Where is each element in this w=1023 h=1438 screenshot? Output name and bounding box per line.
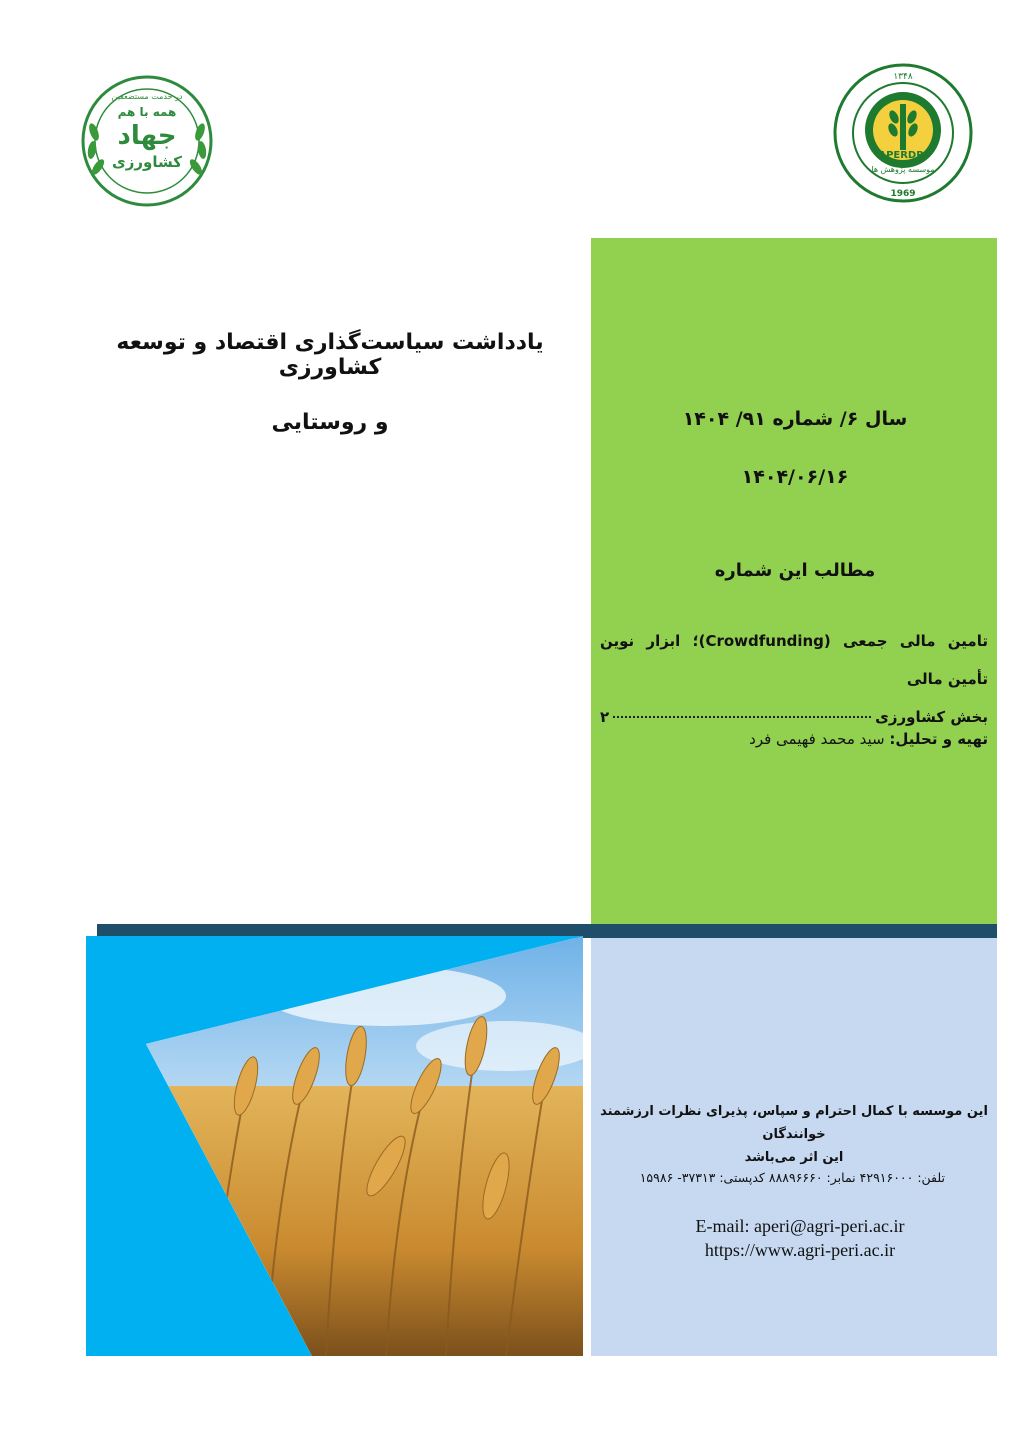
article-title: تامین مالی جمعی (Crowdfunding)؛ ابزار نوین تأمین مالی [600, 632, 988, 688]
author-credit [600, 730, 988, 748]
wheat-field-image [86, 936, 586, 1358]
title-line-1: یادداشت سیاست‌گذاری اقتصاد و توسعه کشاورزی [116, 330, 544, 380]
courtesy-line-1: این موسسه با کمال احترام و سپاس، پذیرای نظرات ارزشمند خوانندگان [600, 1104, 988, 1142]
svg-text:1969: 1969 [890, 189, 916, 199]
svg-text:همه با هم: همه با هم [117, 105, 177, 119]
issue-date: ۱۴۰۴/۰۶/۱۶ [741, 466, 849, 488]
article-subtitle: بخش کشاورزی [875, 708, 988, 726]
issue-info-panel [591, 238, 997, 924]
jahad-keshavarzi-logo [78, 72, 216, 210]
svg-text:در خدمت مستضعفین: در خدمت مستضعفین [111, 92, 183, 101]
toc-leader-dots [613, 716, 871, 718]
svg-text:موسسه پژوهش ها: موسسه پژوهش ها [871, 165, 935, 174]
aperdri-logo [832, 62, 974, 204]
website-link[interactable]: https://www.agri-peri.ac.ir [704, 1240, 896, 1260]
svg-text:۱۳۴۸: ۱۳۴۸ [893, 72, 913, 82]
title-line-2: و روستایی [271, 410, 389, 435]
svg-text:کشاورزی: کشاورزی [112, 153, 182, 171]
svg-text:جهاد: جهاد [117, 121, 177, 151]
author-label: تهیه و تحلیل: [889, 730, 988, 748]
toc-entry [600, 622, 988, 736]
email-address[interactable]: E-mail: aperi@agri-peri.ac.ir [695, 1216, 905, 1236]
article-page-number: ۲ [600, 708, 610, 726]
courtesy-line-2: این اثر می‌باشد [744, 1150, 844, 1165]
issue-number: سال ۶/ شماره ۹۱/ ۱۴۰۴ [682, 408, 908, 430]
svg-text:APERDRI: APERDRI [878, 150, 928, 161]
author-name: سید محمد فهیمی فرد [749, 730, 885, 748]
courtesy-note [600, 1100, 988, 1169]
phone-fax-postcode: تلفن: ۴۲۹۱۶۰۰۰ نمابر: ۸۸۸۹۶۶۶۰ کدپستی: ۳۷۳۱۳- ۱۵۹۸۶ [639, 1170, 945, 1185]
contents-heading: مطالب این شماره [714, 560, 876, 581]
publication-title [90, 330, 570, 435]
